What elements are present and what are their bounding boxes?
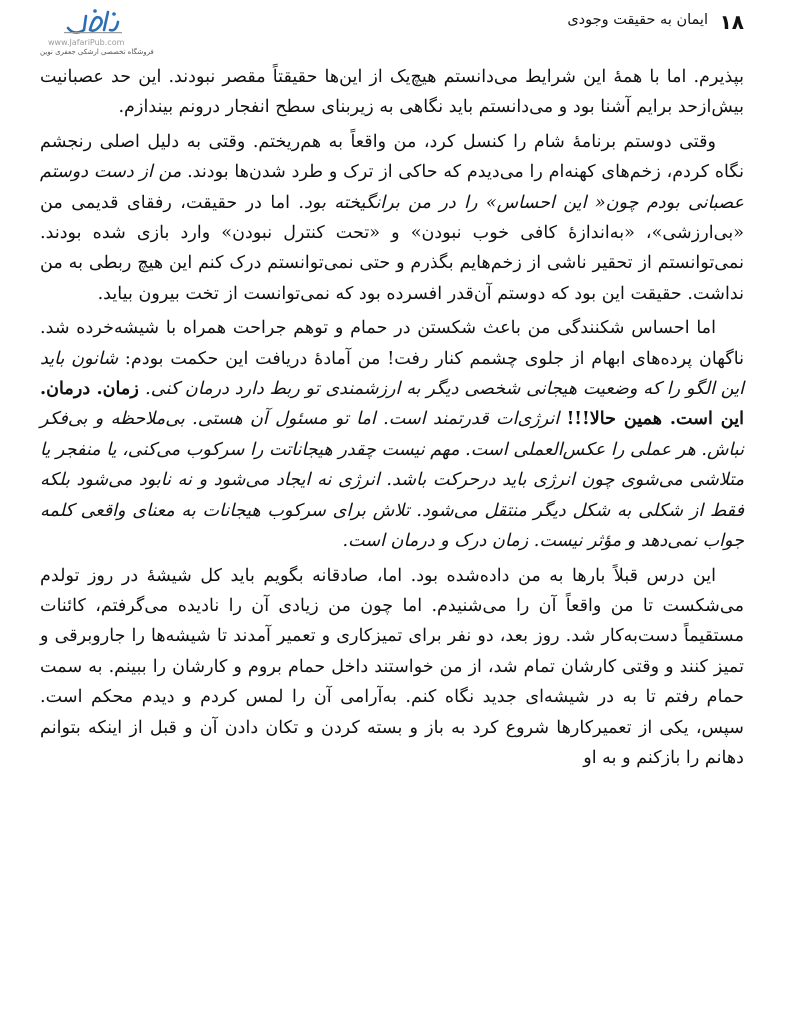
- paragraph-1: [40, 62, 744, 123]
- book-title: ایمان به حقیقت وجودی: [567, 12, 708, 28]
- paragraph-2-text-a: وقتی دوستم برنامهٔ شام را کنسل کرد، من واقعاً به هم‌ریختم. وقتی به دلیل اصلی رنجشم نگاه کردم، زخم‌های کهنه‌ام را می‌دیدم که حاکی از ترک و طرد شدن‌ها بودند.: [40, 131, 745, 183]
- page-body: [40, 62, 744, 777]
- publisher-logo-icon: [64, 6, 122, 40]
- paragraph-2-italic: من از دست دوستم عصبانی بودم چون« این احساس» را در من برانگیخته بود.: [40, 162, 744, 213]
- publisher-url: www.JafariPub.com: [48, 38, 125, 47]
- page-header: [40, 6, 744, 60]
- paragraph-4-text: این درس قبلاً بارها به من داده‌شده بود. اما، صادقانه بگویم باید کل شیشهٔ در روز تولدم می‌شکست تا من واقعاً آن را می‌شنیدم. اما چون من زیادی آن را نادیده می‌گرفتم، کائنات مستقیماً دست‌به‌کار شد. روز بعد، دو نفر برای تمیزکاری و تعمیر آمدند تا شیشه‌ها را جاروبرقی و تمیز کنند و وقتی کارشان تمام شد، از من خواستند داخل حمام بروم و کارشان را ببینم. به سمت حمام رفتم تا به در شیشه‌ای جدید نگاه کنم. به‌آرامی آن را لمس کردم و دیدم محکم است. سپس، یکی از تعمیرکارها شروع کرد به باز و بسته کردن و تکان دادن آن و قبل از اینکه بتوانم دهانم را بازکنم و به او: [40, 565, 744, 768]
- publisher-logo: [40, 6, 190, 60]
- paragraph-3-bold: زمان. درمان. این است. همین حالا!!!: [40, 378, 744, 430]
- paragraph-4: [40, 561, 744, 774]
- publisher-subtitle: فروشگاه تخصصی ارشکی جعفری نوین: [40, 48, 154, 56]
- paragraph-1-text: بپذیرم. اما با همهٔ این شرایط می‌دانستم هیچ‌یک از این‌ها حقیقتاً مقصر نبودند. این حد عصبانیت بیش‌ازحد برایم آشنا بود و می‌دانستم باید نگاهی به زیربنای سطح انفجار درونم بیندازم.: [40, 67, 744, 118]
- page-number: ۱۸: [719, 10, 744, 34]
- paragraph-3-italic-a: شانون باید این الگو را که وضعیت هیجانی شخصی دیگر به ارزشمندی تو ربط دارد درمان کنی.: [40, 348, 744, 400]
- paragraph-3: [40, 313, 744, 556]
- paragraph-3-italic-b: انرژی‌ات قدرتمند است. اما تو مسئول آن هستی. بی‌ملاحظه و بی‌فکر نباش. هر عملی را عکس‌العملی است. مهم نیست چقدر هیجاناتت را سرکوب می‌کنی، یا منفجر یا متلاشی می‌شوی چون انرژی باید درحرکت باشد. انرژی نه ایجاد می‌شود و نه نابود می‌شود بلکه فقط از شکلی به شکل دیگر منتقل می‌شود. تلاش برای سرکوب هیجانات به معنای واقعی کلمه جواب نمی‌دهد و مؤثر نیست. زمان درک و درمان است.: [40, 409, 744, 552]
- paragraph-2: [40, 127, 744, 309]
- paragraph-3-text-a: اما احساس شکنندگی من باعث شکستن در حمام و توهم جراحت همراه با شیشه‌خرده شد. ناگهان پرده‌های ابهام از جلوی چشمم کنار رفت! من آمادهٔ دریافت این حکمت بودم:: [40, 318, 744, 369]
- paragraph-2-text-b: اما در حقیقت، رفقای قدیمی من «بی‌ارزشی»، «به‌اندازهٔ کافی خوب نبودن» و «تحت کنترل نبودن» وارد بازی شده بودند. نمی‌توانستم از تحقیر ناشی از زخم‌هایم بگذرم و حتی نمی‌توانستم درک کنم این هیچ ربطی به من نداشت. حقیقت این بود که دوستم آن‌قدر افسرده بود که نمی‌توانست از تخت بیرون بیاید.: [40, 192, 744, 304]
